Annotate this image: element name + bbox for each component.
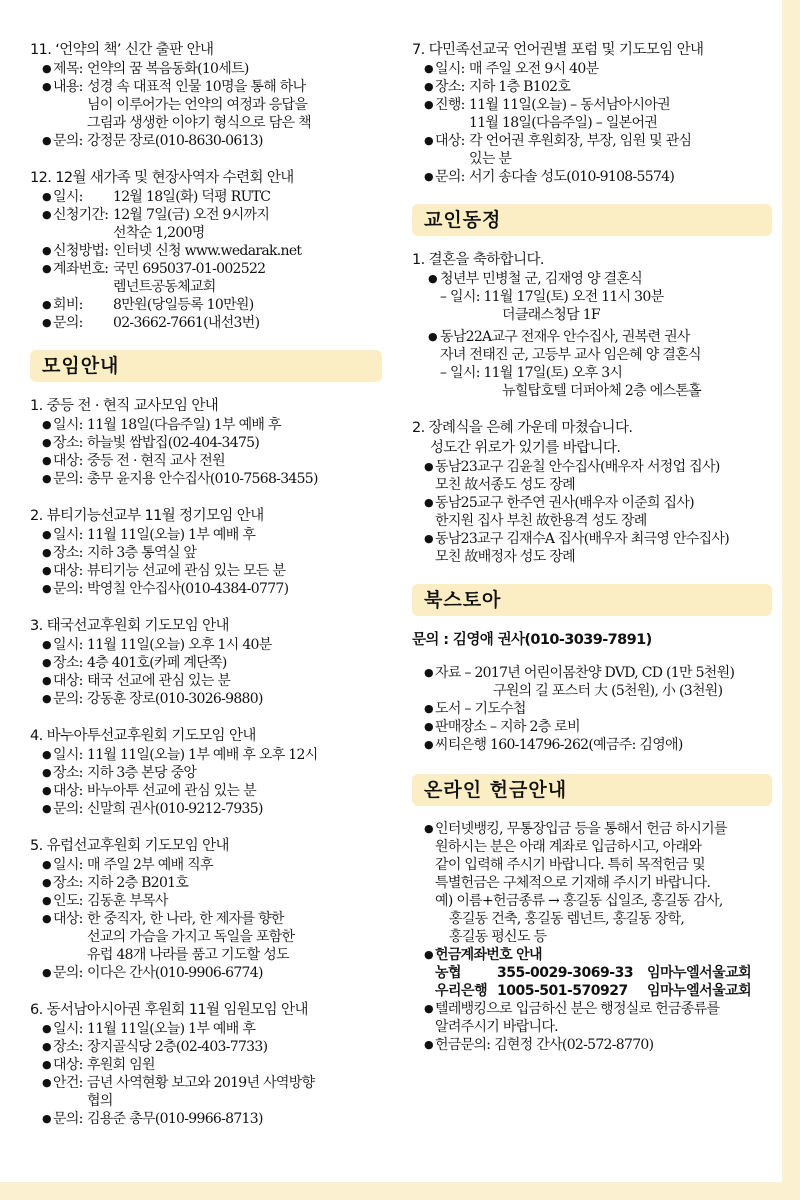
detail-value (87, 874, 188, 892)
detail-key: 회비: (53, 297, 83, 313)
detail-value-line: 02-3662-7661(내선3번) (113, 315, 260, 331)
bullet-icon: ● (42, 674, 51, 687)
detail-value-line: 지하 3층 본당 중앙 (87, 765, 197, 781)
detail-value-line: 선교의 가슴을 가지고 독일을 포함한 (87, 929, 295, 945)
bullet-icon: ● (42, 134, 51, 147)
detail-value-line: 협의 (87, 1093, 113, 1109)
detail-value (113, 206, 269, 242)
detail-value-line: 언약의 꿈 복음동화(10세트) (87, 61, 249, 77)
detail-value-line: 총무 윤지용 안수집사(010-7568-3455) (87, 471, 318, 487)
list-item-line: 모친 故서종도 성도 장례 (435, 477, 575, 493)
detail-value (113, 314, 259, 332)
detail-value (469, 132, 691, 168)
detail-value-line: 김용준 총무(010-9966-8713) (87, 1111, 263, 1127)
list-item-line: 동남23교구 김재수A 집사(배우자 최극영 안수집사) (435, 531, 730, 547)
detail-line (30, 206, 400, 242)
wedding-place: 뉴힐탑호텔 더퍼아체 2층 에스톤홀 (502, 383, 701, 399)
detail-line (30, 526, 400, 544)
detail-value (87, 800, 263, 818)
detail-value-line: 박영칠 안수집사(010-4384-0777) (87, 581, 289, 597)
detail-key: 신청방법: (53, 243, 109, 259)
block-title: 1. 중등 전 · 현직 교사모임 안내 (30, 398, 219, 414)
section-title: 온라인 헌금안내 (424, 779, 568, 801)
detail-value (87, 654, 227, 672)
detail-value (87, 1038, 267, 1056)
detail-value (87, 1074, 314, 1110)
bullet-icon: ● (42, 1022, 51, 1035)
list-item (412, 494, 774, 530)
bullet-icon: ● (424, 170, 433, 183)
bullet-icon: ● (424, 822, 433, 835)
detail-key: 일시: (435, 61, 465, 77)
bullet-icon: ● (42, 418, 51, 431)
detail-value-line: 태국 선교에 관심 있는 분 (87, 673, 231, 689)
meeting-6 (30, 1000, 400, 1128)
detail-key: 장소: (53, 545, 83, 561)
bullet-icon: ● (424, 134, 433, 147)
detail-line (412, 96, 774, 132)
detail-line (30, 544, 400, 562)
detail-line (30, 636, 400, 654)
detail-value-line: 장지골식당 2층(02-403-7733) (87, 1039, 268, 1055)
notice-12 (30, 168, 400, 332)
detail-key: 장소: (53, 1039, 83, 1055)
detail-value (87, 636, 272, 654)
detail-value-line: 지하 3층 통역실 앞 (87, 545, 197, 561)
detail-value (87, 690, 263, 708)
detail-value (87, 452, 225, 470)
bullet-icon: ● (42, 784, 51, 797)
detail-value (469, 168, 674, 186)
detail-line (412, 168, 774, 186)
list-item (412, 736, 774, 754)
detail-key: 문의: (53, 315, 83, 331)
detail-value (87, 562, 285, 580)
detail-key: 문의: (53, 691, 83, 707)
wedding-title: 1. 결혼을 축하합니다. (412, 252, 544, 268)
detail-line (30, 892, 400, 910)
bullet-icon: ● (42, 472, 51, 485)
detail-key: 장소: (53, 655, 83, 671)
detail-value (87, 60, 249, 78)
wedding-block (412, 250, 774, 400)
section-title: 북스토아 (424, 589, 502, 611)
page-bottom-stripe (0, 1182, 800, 1200)
detail-key: 장소: (53, 875, 83, 891)
detail-line (30, 874, 400, 892)
detail-line (30, 1038, 400, 1056)
bullet-icon: ● (42, 748, 51, 761)
detail-value-line: 님이 이루어가는 언약의 여정과 응답을 (87, 97, 308, 113)
detail-value (87, 764, 196, 782)
detail-key: 장소: (53, 435, 83, 451)
block-title: 4. 바누아투선교후원회 기도모임 안내 (30, 728, 256, 744)
bullet-icon: ● (424, 702, 433, 715)
detail-value-line: 11월 11일(오늘) 1부 예배 후 (87, 527, 256, 543)
detail-value (87, 132, 263, 150)
detail-value-line: 선착순 1,200명 (113, 225, 205, 241)
bullet-icon: ● (42, 656, 51, 669)
detail-value-line: 그림과 생생한 이야기 형식으로 담은 책 (87, 115, 311, 131)
detail-value (87, 910, 294, 964)
funeral-list (412, 458, 774, 566)
detail-line (30, 470, 400, 488)
detail-key: 내용: (53, 79, 83, 95)
detail-key: 문의: (53, 133, 83, 149)
detail-line (30, 764, 400, 782)
right-column (412, 40, 774, 1054)
detail-value (87, 672, 230, 690)
bullet-icon: ● (42, 528, 51, 541)
detail-value (113, 296, 254, 314)
bullet-icon: ● (424, 1002, 433, 1015)
section-title: 교인동정 (424, 209, 502, 231)
account-row-1: 농협 355-0029-3069-33 임마누엘서울교회 (435, 965, 752, 981)
bullet-icon: ● (424, 496, 433, 509)
detail-line (412, 60, 774, 78)
bullet-icon: ● (42, 966, 51, 979)
bullet-icon: ● (42, 638, 51, 651)
detail-line (30, 60, 400, 78)
bullet-icon: ● (42, 1058, 51, 1071)
bullet-icon: ● (428, 330, 437, 343)
bullet-icon: ● (42, 190, 51, 203)
detail-value-line: 서기 송다솔 성도(010-9108-5574) (469, 169, 675, 185)
block-title: 7. 다민족선교국 언어권별 포럼 및 기도모임 안내 (412, 42, 704, 58)
account-title: ● 헌금계좌번호 안내 (424, 947, 542, 963)
block-title: 12. 12월 새가족 및 현장사역자 수련회 안내 (30, 170, 294, 186)
detail-value-line: 11월 18일(다음주일) 1부 예배 후 (87, 417, 281, 433)
detail-value (87, 1056, 155, 1074)
member-section-header (412, 204, 774, 236)
detail-line (30, 654, 400, 672)
detail-line (30, 242, 400, 260)
detail-value-line: 유럽 48개 나라를 품고 기도할 성도 (87, 947, 289, 963)
block-title: 3. 태국선교후원회 기도모임 안내 (30, 618, 229, 634)
list-item-line: 자료 – 2017년 어린이몸찬양 DVD, CD (1만 5천원) (435, 665, 735, 681)
detail-key: 대상: (53, 783, 83, 799)
detail-key: 신청기간: (53, 207, 109, 223)
detail-value (113, 260, 265, 296)
detail-value (87, 544, 196, 562)
detail-value-line: 렘넌트공동체교회 (113, 279, 216, 295)
detail-key: 일시: (53, 637, 83, 653)
detail-key: 장소: (53, 765, 83, 781)
detail-key: 대상: (53, 453, 83, 469)
detail-value-line: 11월 11일(오늘) 1부 예배 후 (87, 1021, 256, 1037)
detail-key: 안건: (53, 1075, 83, 1091)
detail-key: 문의: (53, 1111, 83, 1127)
bullet-icon: ● (42, 858, 51, 871)
bullet-icon: ● (424, 666, 433, 679)
detail-key: 일시: (53, 857, 83, 873)
detail-line (30, 416, 400, 434)
detail-line (30, 856, 400, 874)
bookstore-contact: 문의 : 김영애 권사(010-3039-7891) (412, 632, 652, 648)
detail-value-line: 이다은 간사(010-9906-6774) (87, 965, 263, 981)
funeral-subtitle: 성도간 위로가 있기를 바랍니다. (430, 440, 621, 456)
detail-value-line: 매 주일 오전 9시 40분 (469, 61, 599, 77)
detail-value-line: 있는 분 (469, 151, 512, 167)
list-item-line: 씨티은행 160-14796-262(예금주: 김영애) (435, 737, 683, 753)
list-item (412, 458, 774, 494)
detail-key: 진행: (435, 97, 465, 113)
detail-key: 문의: (435, 169, 465, 185)
detail-key: 일시: (53, 417, 83, 433)
detail-line (30, 132, 400, 150)
block-title: 5. 유럽선교후원회 기도모임 안내 (30, 838, 229, 854)
detail-value-line: 8만원(당일등록 10만원) (113, 297, 254, 313)
detail-value-line: 성경 속 대표적 인물 10명을 통해 하나 (87, 79, 306, 95)
meeting-section-header (30, 350, 400, 382)
detail-value (87, 746, 318, 764)
offering-block (412, 820, 774, 1054)
detail-line (30, 260, 400, 296)
detail-line (30, 1074, 400, 1110)
detail-value-line: 국민 695037-01-002522 (113, 261, 266, 277)
offering-instructions: ● 인터넷뱅킹, 무통장입금 등을 통해서 헌금 하시기를 원하시는 분은 아래 계좌로 입금하시고, 아래와 같이 입력해 주시기 바랍니다. 특히 목적헌금 및 특별헌금은 구체적으로 기재해 주시기 바랍니다. 예) 이름+헌금종류 → 홍길동 십일조, 홍길동 감사, 홍길동 건축, 홍길동 렘넌트, 홍길동 장학, 홍길동 평신도 등 (424, 821, 727, 945)
detail-value-line: 매 주일 2부 예배 직후 (87, 857, 213, 873)
detail-value (87, 434, 259, 452)
bullet-icon: ● (424, 948, 433, 961)
detail-value-line: 11월 11일(오늘) – 동서남아시아권 (469, 97, 670, 113)
notice-11 (30, 40, 400, 150)
detail-value-line: 금년 사역현황 보고와 2019년 사역방향 (87, 1075, 315, 1091)
list-item (412, 530, 774, 566)
detail-key: 대상: (53, 563, 83, 579)
detail-value (469, 96, 670, 132)
detail-value-line: 4층 401호(카페 계단쪽) (87, 655, 227, 671)
detail-key: 대상: (435, 133, 465, 149)
detail-value (87, 416, 281, 434)
bullet-icon: ● (424, 532, 433, 545)
detail-line (30, 188, 400, 206)
list-item-line: 한지원 집사 부친 故한용격 성도 장례 (435, 513, 647, 529)
bullet-icon: ● (42, 766, 51, 779)
bullet-icon: ● (42, 454, 51, 467)
detail-value (469, 78, 570, 96)
detail-value-line: 인터넷 신청 www.wedarak.net (113, 243, 302, 259)
left-column (30, 40, 400, 1146)
detail-value (469, 60, 598, 78)
bookstore-section-header (412, 584, 774, 616)
detail-key: 일시: (53, 1021, 83, 1037)
detail-value (87, 1020, 255, 1038)
detail-value-line: 중등 전 · 현직 교사 전원 (87, 453, 225, 469)
detail-key: 일시: (53, 747, 83, 763)
detail-value-line: 강동훈 장로(010-3026-9880) (87, 691, 263, 707)
detail-key: 문의: (53, 581, 83, 597)
bullet-icon: ● (424, 98, 433, 111)
bullet-icon: ● (424, 738, 433, 751)
detail-line (30, 746, 400, 764)
detail-line (30, 452, 400, 470)
detail-value-line: 12월 7일(금) 오전 9시까지 (113, 207, 270, 223)
bookstore-list (412, 664, 774, 754)
detail-line (30, 78, 400, 132)
block-title: 6. 동서남아시아권 후원회 11월 임원모임 안내 (30, 1002, 308, 1018)
funeral-title: 2. 장례식을 은혜 가운데 마쳤습니다. (412, 420, 633, 436)
meeting-4 (30, 726, 400, 818)
detail-value (87, 470, 318, 488)
bullet-icon: ● (42, 436, 51, 449)
bullet-icon: ● (42, 298, 51, 311)
detail-key: 대상: (53, 1057, 83, 1073)
bullet-icon: ● (42, 582, 51, 595)
funeral-block (412, 418, 774, 566)
bullet-icon: ● (42, 1076, 51, 1089)
detail-value-line: 후원회 임원 (87, 1057, 155, 1073)
detail-line (30, 672, 400, 690)
detail-line (30, 314, 400, 332)
list-item (412, 700, 774, 718)
detail-key: 일시: (53, 527, 83, 543)
detail-value (87, 526, 255, 544)
bullet-icon: ● (424, 62, 433, 75)
bullet-icon: ● (42, 546, 51, 559)
detail-value-line: 12월 18일(화) 덕평 RUTC (113, 189, 271, 205)
meeting-5 (30, 836, 400, 982)
list-item-line: 도서 – 기도수첩 (435, 701, 526, 717)
detail-value (87, 78, 311, 132)
detail-value-line: 11월 18일(다음주일) – 일본어권 (469, 115, 658, 131)
bullet-icon: ● (424, 1038, 433, 1051)
account-row-2: 우리은행 1005-501-570927 임마누엘서울교회 (435, 983, 752, 999)
detail-value-line: 바누아투 선교에 관심 있는 분 (87, 783, 256, 799)
detail-value (87, 782, 256, 800)
detail-line (412, 78, 774, 96)
bullet-icon: ● (424, 460, 433, 473)
bullet-icon: ● (42, 802, 51, 815)
detail-value-line: 11월 11일(오늘) 1부 예배 후 오후 12시 (87, 747, 318, 763)
bullet-icon: ● (42, 1112, 51, 1125)
bullet-icon: ● (42, 62, 51, 75)
meeting-7 (412, 40, 774, 186)
bullet-icon: ● (42, 244, 51, 257)
bullet-icon: ● (42, 876, 51, 889)
page-edge-stripe (782, 0, 800, 1200)
detail-value (87, 964, 263, 982)
list-item (412, 718, 774, 736)
block-title: 2. 뷰티기능선교부 11월 정기모임 안내 (30, 508, 264, 524)
wedding-time: – 일시: 11월 17일(토) 오후 3시 (440, 365, 623, 381)
detail-key: 대상: (53, 911, 83, 927)
detail-key: 문의: (53, 801, 83, 817)
detail-value (87, 1110, 263, 1128)
detail-line (30, 580, 400, 598)
detail-line (30, 296, 400, 314)
detail-key: 대상: (53, 673, 83, 689)
detail-value (87, 892, 168, 910)
detail-line (30, 1056, 400, 1074)
section-title: 모임안내 (42, 355, 120, 377)
list-item-line: 모친 故배정자 성도 장례 (435, 549, 575, 565)
detail-value-line: 지하 2층 B201호 (87, 875, 189, 891)
detail-line (412, 132, 774, 168)
detail-line (30, 1020, 400, 1038)
detail-value-line: 하늘빛 쌈밥집(02-404-3475) (87, 435, 260, 451)
bullet-icon: ● (42, 262, 51, 275)
detail-line (30, 690, 400, 708)
detail-key: 문의: (53, 471, 83, 487)
list-item-line: 동남23교구 김윤칠 안수집사(배우자 서정업 집사) (435, 459, 720, 475)
list-item (412, 664, 774, 700)
detail-value (87, 856, 213, 874)
detail-line (30, 434, 400, 452)
detail-value (87, 580, 288, 598)
wedding-place: 더클래스청담 1F (502, 307, 600, 323)
bullet-icon: ● (42, 208, 51, 221)
detail-value (113, 242, 301, 260)
detail-value (113, 188, 270, 206)
list-item-line: 구원의 길 포스터 大 (5천원), 小 (3천원) (493, 683, 723, 699)
meeting-3 (30, 616, 400, 708)
detail-value-line: 각 언어권 후원회장, 부장, 임원 및 관심 (469, 133, 692, 149)
detail-value-line: 강정문 장로(010-8630-0613) (87, 133, 263, 149)
bullet-icon: ● (428, 272, 437, 285)
bullet-icon: ● (424, 720, 433, 733)
offering-section-header (412, 774, 774, 806)
detail-key: 장소: (435, 79, 465, 95)
block-title: 11. ‘언약의 책’ 신간 출판 안내 (30, 42, 214, 58)
detail-line (30, 800, 400, 818)
detail-key: 제목: (53, 61, 83, 77)
bullet-icon: ● (42, 692, 51, 705)
detail-key: 인도: (53, 893, 83, 909)
detail-key: 계좌번호: (53, 261, 109, 277)
wedding-entry: ● 동남22A교구 전재우 안수집사, 권복련 권사 자녀 전태진 군, 고등부 교사 임은혜 양 결혼식 (428, 329, 701, 363)
list-item-line: 동남25교구 한주연 권사(배우자 이준희 집사) (435, 495, 694, 511)
detail-line (30, 782, 400, 800)
detail-value-line: 지하 1층 B102호 (469, 79, 571, 95)
detail-value-line: 뷰티기능 선교에 관심 있는 모든 분 (87, 563, 286, 579)
wedding-time: – 일시: 11월 17일(토) 오전 11시 30분 (440, 289, 664, 305)
bullet-icon: ● (42, 894, 51, 907)
detail-value-line: 신말희 권사(010-9212-7935) (87, 801, 263, 817)
detail-key: 문의: (53, 965, 83, 981)
bullet-icon: ● (42, 564, 51, 577)
list-item-line: 판매장소 – 지하 2층 로비 (435, 719, 580, 735)
meeting-2 (30, 506, 400, 598)
detail-line (30, 910, 400, 964)
bullet-icon: ● (42, 912, 51, 925)
detail-value-line: 11월 11일(오늘) 오후 1시 40분 (87, 637, 272, 653)
bullet-icon: ● (42, 316, 51, 329)
wedding-entry: ● 청년부 민병철 군, 김재영 양 결혼식 (428, 271, 643, 287)
detail-key: 일시: (53, 189, 83, 205)
detail-line (30, 964, 400, 982)
bullet-icon: ● (42, 80, 51, 93)
detail-value-line: 한 중직자, 한 나라, 한 제자를 향한 (87, 911, 284, 927)
detail-line (30, 562, 400, 580)
detail-line (30, 1110, 400, 1128)
detail-value-line: 김동훈 부목사 (87, 893, 168, 909)
meeting-1 (30, 396, 400, 488)
offering-contact: ● 헌금문의: 김현정 간사(02-572-8770) (424, 1037, 654, 1053)
bullet-icon: ● (42, 1040, 51, 1053)
bullet-icon: ● (424, 80, 433, 93)
telebanking-note: ● 텔레뱅킹으로 입금하신 분은 행정실로 헌금종류를 알려주시기 바랍니다. (424, 1001, 720, 1035)
